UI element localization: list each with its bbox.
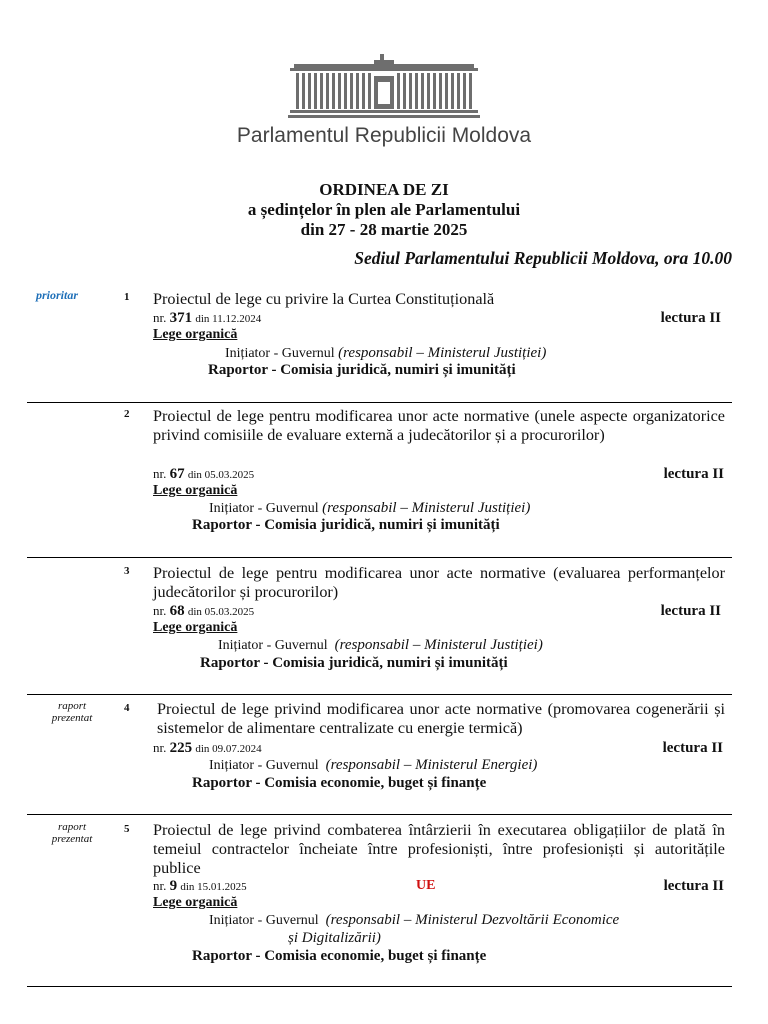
item-number: 5	[124, 823, 130, 835]
item-rapporteur: Raportor - Comisia juridică, numiri și imunități	[208, 362, 516, 378]
item-title: Proiectul de lege privind combaterea întârzierii în executarea obligațiilor de plată în temeiul contractelor încheiate între profesioniști, între profesioniști și autoritățile publice	[153, 821, 725, 877]
law-type: Lege organică	[153, 895, 238, 910]
item-title: Proiectul de lege pentru modificarea unor acte normative (evaluarea performanțelor judecătorilor și procurorilor)	[153, 564, 725, 601]
item-title: Proiectul de lege cu privire la Curtea Constituțională	[153, 290, 495, 308]
section-divider	[27, 814, 732, 815]
item-registration-number: nr. 371 din 11.12.2024	[153, 310, 262, 326]
report-status-note: raport prezentat	[51, 821, 93, 845]
item-title: Proiectul de lege privind modificarea unor acte normative (promovarea cogenerării și sistemelor de alimentare centralizate cu energie termică)	[157, 700, 725, 737]
item-initiator: Inițiator - Guvernul (responsabil – Ministerul Energiei)	[209, 757, 538, 773]
parliament-building-logo	[288, 52, 480, 124]
item-number: 3	[124, 565, 130, 577]
item-number: 1	[124, 291, 130, 303]
item-initiator-continued: și Digitalizării)	[288, 930, 381, 946]
item-number: 4	[124, 702, 130, 714]
law-type: Lege organică	[153, 483, 238, 498]
item-initiator: Inițiator - Guvernul (responsabil – Ministerul Justiției)	[225, 345, 547, 361]
item-registration-number: nr. 67 din 05.03.2025	[153, 466, 255, 482]
item-rapporteur: Raportor - Comisia juridică, numiri și imunități	[192, 517, 500, 533]
section-divider	[27, 986, 732, 987]
item-rapporteur: Raportor - Comisia economie, buget și finanțe	[192, 775, 487, 791]
item-number: 2	[124, 408, 130, 420]
item-title: Proiectul de lege pentru modificarea unor acte normative (unele aspecte organizatorice privind comisiile de evaluare externă a judecătorilor și a procurorilor)	[153, 407, 725, 444]
law-type: Lege organică	[153, 620, 238, 635]
item-initiator: Inițiator - Guvernul (responsabil – Ministerul Justiției)	[218, 637, 543, 653]
item-reading: lectura II	[663, 878, 724, 894]
item-reading: lectura II	[660, 310, 721, 326]
eu-tag: UE	[416, 878, 436, 893]
document-title: ORDINEA DE ZI	[319, 180, 449, 199]
document-subtitle: a ședințelor în plen ale Parlamentului	[247, 200, 521, 219]
item-reading: lectura II	[660, 603, 721, 619]
report-status-note: raport prezentat	[51, 700, 93, 724]
priority-note: prioritar	[36, 288, 79, 302]
item-registration-number: nr. 9 din 15.01.2025	[153, 878, 247, 894]
item-reading: lectura II	[663, 466, 724, 482]
item-rapporteur: Raportor - Comisia juridică, numiri și imunități	[200, 655, 508, 671]
item-registration-number: nr. 68 din 05.03.2025	[153, 603, 255, 619]
section-divider	[27, 557, 732, 558]
item-rapporteur: Raportor - Comisia economie, buget și finanțe	[192, 948, 487, 964]
law-type: Lege organică	[153, 327, 238, 342]
section-divider	[27, 402, 732, 403]
institution-name: Parlamentul Republicii Moldova	[236, 124, 532, 147]
venue-and-time: Sediul Parlamentului Republicii Moldova, ora 10.00	[354, 248, 732, 268]
section-divider	[27, 694, 732, 695]
item-initiator: Inițiator - Guvernul (responsabil – Ministerul Justiției)	[209, 500, 531, 516]
item-initiator: Inițiator - Guvernul (responsabil – Ministerul Dezvoltării Economice	[209, 912, 620, 928]
session-dates: din 27 - 28 martie 2025	[300, 220, 468, 239]
item-reading: lectura II	[662, 740, 723, 756]
item-registration-number: nr. 225 din 09.07.2024	[153, 740, 262, 756]
